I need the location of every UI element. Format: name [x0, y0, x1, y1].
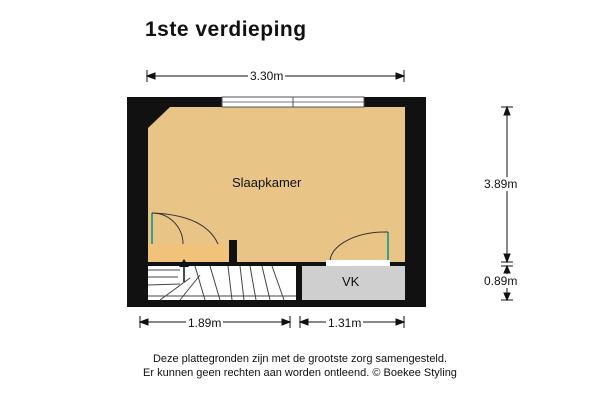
disclaimer-line-1: Deze plattegronden zijn met de grootste zorg samengesteld.	[152, 353, 448, 365]
storage-door-opening	[326, 260, 390, 266]
vk-divider-wall	[296, 262, 302, 300]
dimension-right-label: 3.89m	[484, 177, 518, 191]
stair-landing	[148, 244, 229, 262]
dimension-lower-label: 0.89m	[484, 274, 518, 288]
stair-wall-stub	[229, 240, 237, 266]
dimension-vk-label: 1.31m	[328, 316, 362, 330]
dimension-bottom	[140, 316, 404, 328]
room-label-bedroom: Slaapkamer	[232, 175, 302, 190]
disclaimer-line-2: Er kunnen geen rechten aan worden ontleend. © Boekee Styling	[143, 367, 457, 379]
dimension-stair-label: 1.89m	[188, 316, 222, 330]
floor-title: 1ste verdieping	[145, 18, 307, 41]
dimension-top-label: 3.30m	[250, 69, 284, 83]
room-label-storage: VK	[342, 274, 360, 289]
dimension-right	[501, 107, 513, 300]
